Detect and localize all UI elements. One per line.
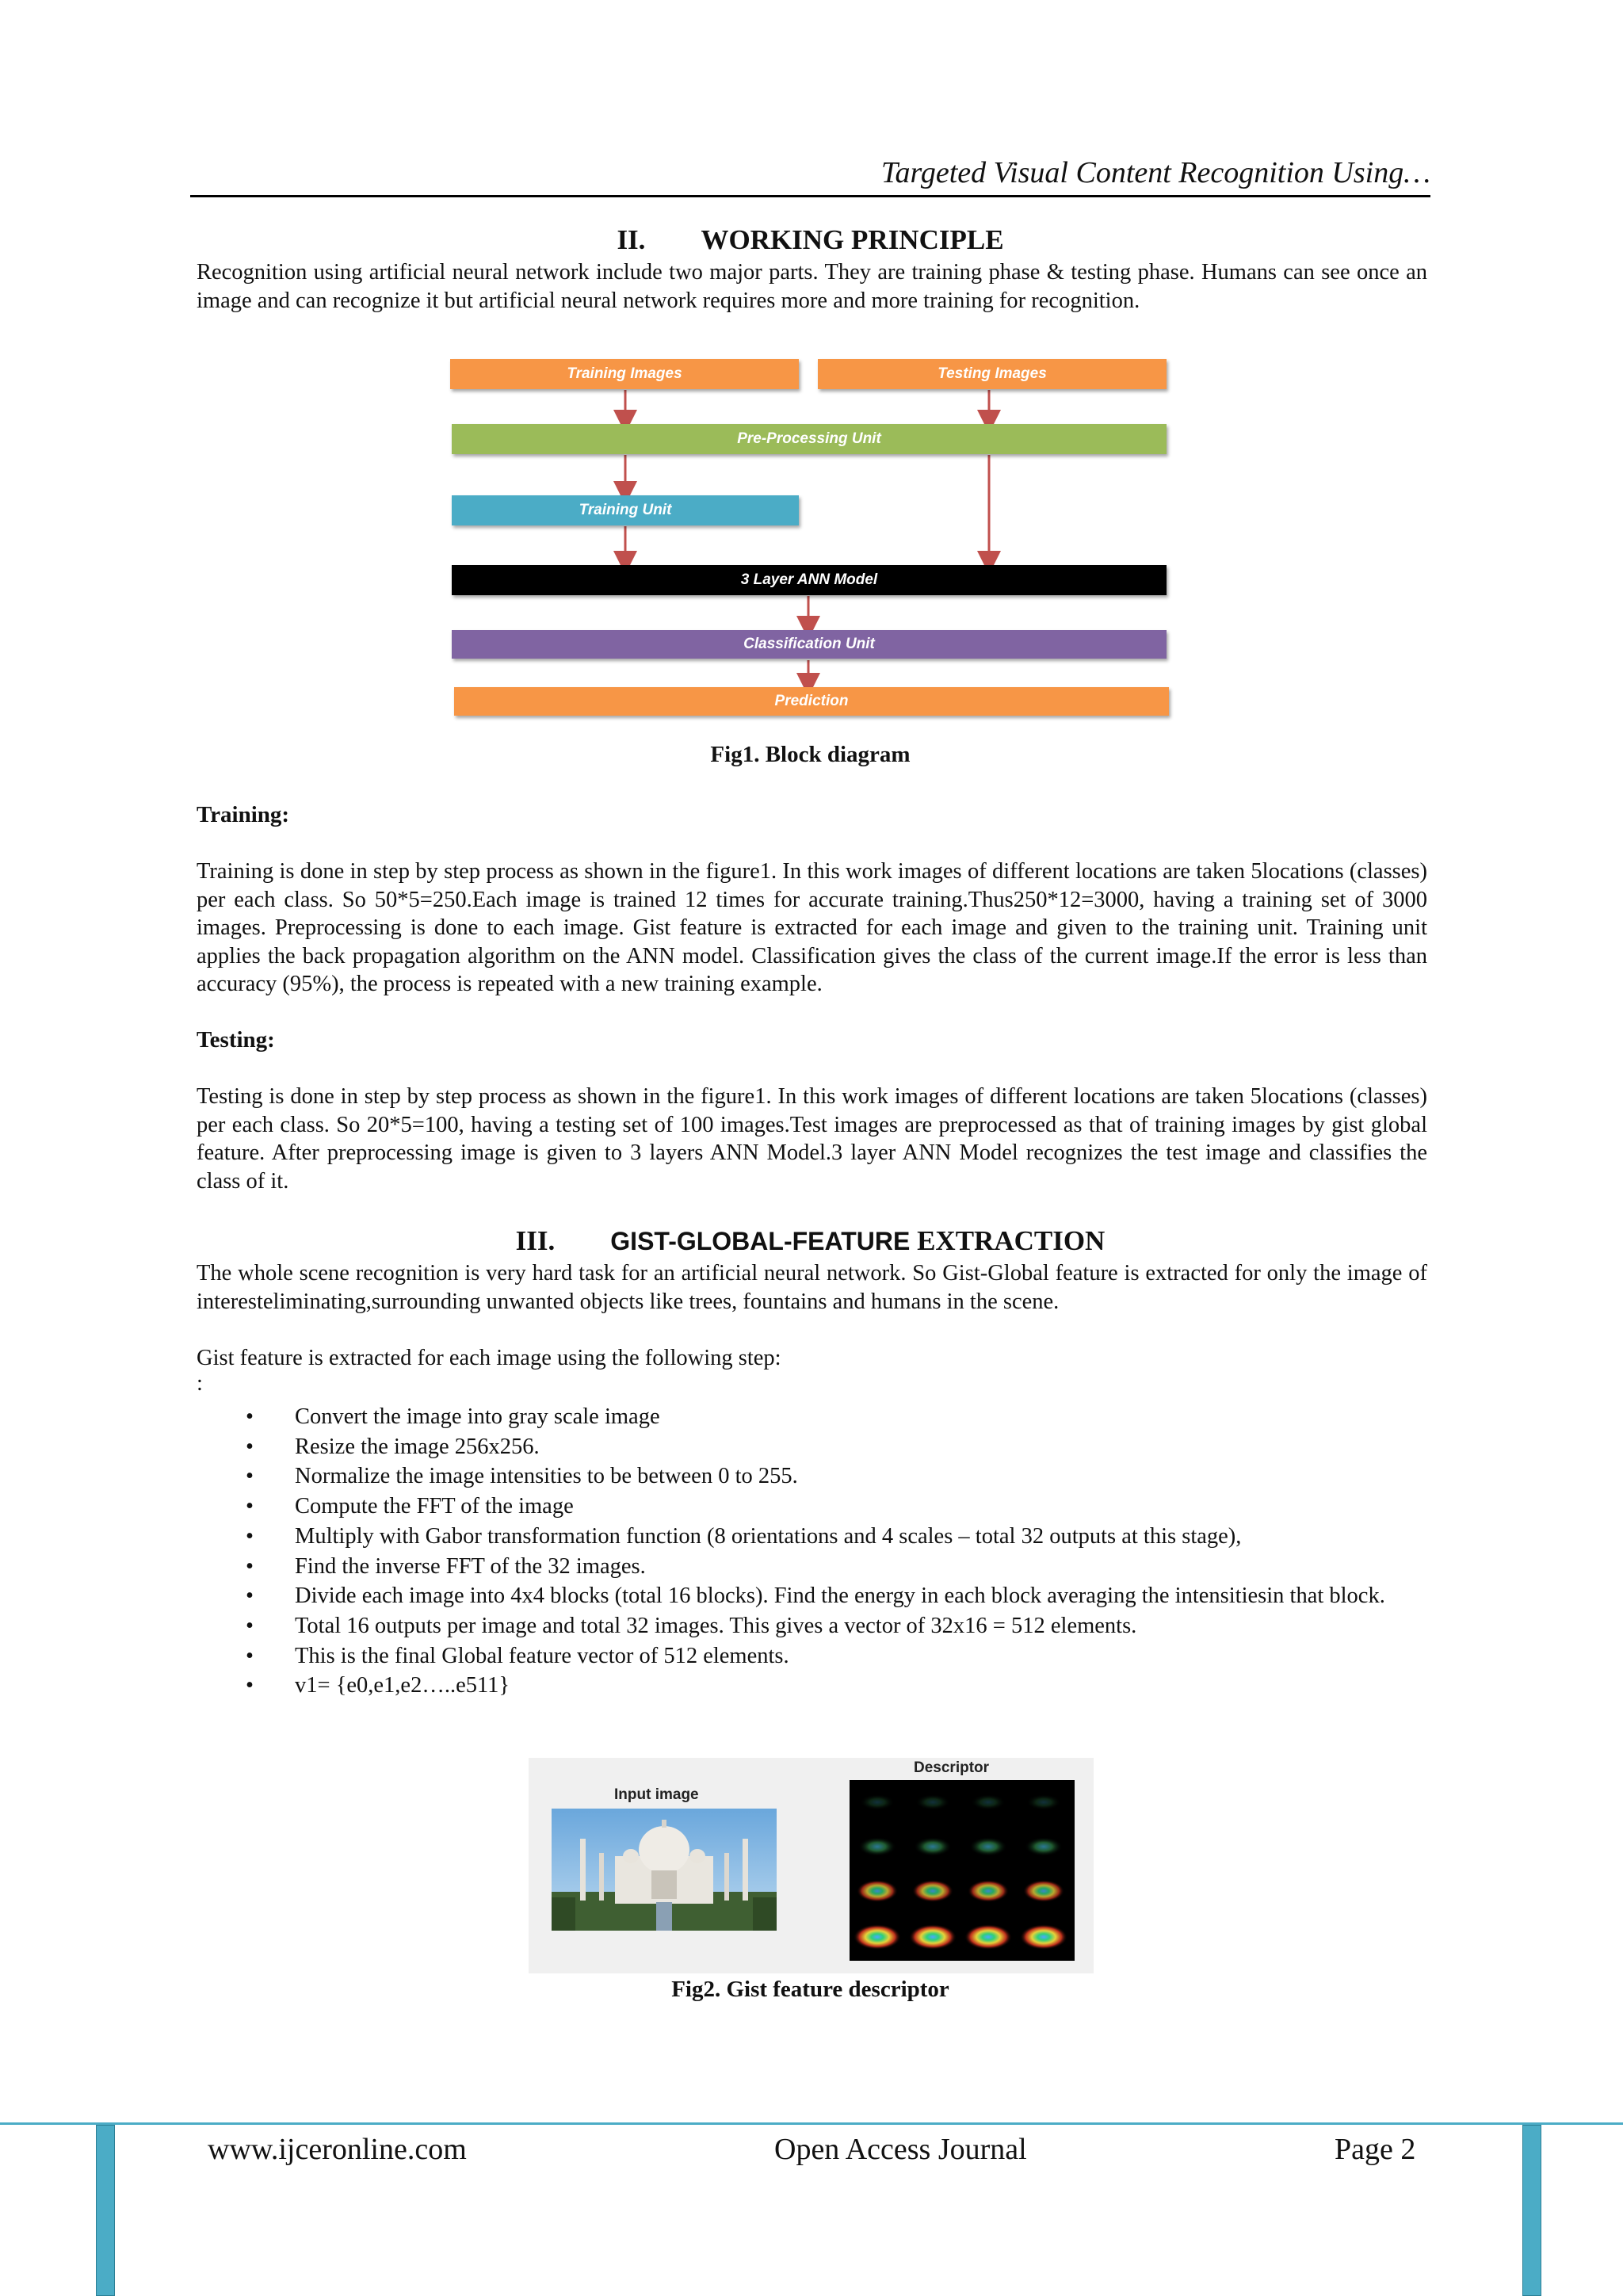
bullet: • <box>246 1523 254 1549</box>
steps-colon: : <box>197 1371 203 1396</box>
figure-2-gist-descriptor <box>529 1758 1094 1973</box>
bullet: • <box>246 1434 254 1459</box>
footer-journal: Open Access Journal <box>774 2133 1027 2166</box>
bullet: • <box>246 1553 254 1579</box>
list-item: • v1= {e0,e1,e2…..e511} <box>246 1671 1427 1701</box>
box-prediction: Prediction <box>454 687 1169 716</box>
box-testing-images: Testing Images <box>818 359 1167 389</box>
testing-heading: Testing: <box>197 1027 275 1052</box>
figure-2-caption: Fig2. Gist feature descriptor <box>671 1977 949 2002</box>
footer-website: www.ijceronline.com <box>208 2133 467 2166</box>
input-image-label: Input image <box>614 1786 699 1803</box>
section-3-heading-part1: GIST-GLOBAL-FEATURE <box>610 1227 911 1255</box>
list-item: • Convert the image into gray scale image <box>246 1402 1427 1432</box>
section-3-intro: The whole scene recognition is very hard task for an artificial neural network. So Gist-Global feature is extracted for only the image of interesteliminating,surrounding unwanted objects like trees, fountains and humans in the scene. <box>197 1261 1427 1314</box>
footer-rule <box>0 2122 1623 2125</box>
figure-1-block-diagram <box>444 349 1181 721</box>
training-paragraph: Training is done in step by step process as shown in the figure1. In this work images of different locations are taken 5locations (classes) per each class. So 50*5=250.Each image is trained 12 times for accurate training.Thus250*12=3000, having a training set of 3000 images. Preprocessing is done to each image. Gist feature is extracted for each image and given to the training unit. Training unit applies the back propagation algorithm on the ANN model. Classification gives the class of the current image.If the error is less than accuracy (95%), the process is repeated with a new training example. <box>197 859 1427 996</box>
list-item: • Divide each image into 4x4 blocks (total 16 blocks). Find the energy in each block averaging the intensitiesin that block. <box>246 1581 1427 1611</box>
section-2-title <box>190 224 1430 256</box>
box-ann-model: 3 Layer ANN Model <box>452 565 1167 595</box>
bullet: • <box>246 1464 254 1489</box>
gist-steps-list <box>246 1402 1427 1701</box>
section-3-title <box>190 1225 1430 1257</box>
section-2-number: II. <box>617 224 646 255</box>
input-image-photo <box>552 1809 777 1931</box>
running-head: Targeted Visual Content Recognition Using… <box>190 151 1430 197</box>
bullet: • <box>246 1613 254 1638</box>
section-3-heading-part2: EXTRACTION <box>917 1225 1106 1256</box>
list-item: • Normalize the image intensities to be between 0 to 255. <box>246 1461 1427 1492</box>
diagram-arrows <box>444 349 1181 721</box>
steps-intro: Gist feature is extracted for each image using the following step: <box>197 1346 781 1370</box>
footer-left-bar <box>96 2125 115 2296</box>
bullet: • <box>246 1584 254 1609</box>
bullet: • <box>246 1643 254 1668</box>
list-item: • This is the final Global feature vector of 512 elements. <box>246 1641 1427 1671</box>
footer-right-bar <box>1522 2125 1541 2296</box>
footer-page-number: Page 2 <box>1335 2133 1416 2166</box>
list-item: • Resize the image 256x256. <box>246 1432 1427 1462</box>
section-2-intro: Recognition using artificial neural network include two major parts. They are training phase & testing phase. Humans can see once an image and can recognize it but artificial neural network requires more and more training for recognition. <box>197 260 1427 313</box>
figure-1-caption: Fig1. Block diagram <box>710 742 911 767</box>
descriptor-image <box>850 1780 1075 1961</box>
list-item: • Multiply with Gabor transformation function (8 orientations and 4 scales – total 32 outputs at this stage), <box>246 1522 1427 1552</box>
list-item: • Find the inverse FFT of the 32 images. <box>246 1552 1427 1582</box>
box-training-unit: Training Unit <box>452 495 799 525</box>
bullet: • <box>246 1404 254 1429</box>
box-classification-unit: Classification Unit <box>452 630 1167 659</box>
training-heading: Training: <box>197 802 290 827</box>
descriptor-label: Descriptor <box>914 1759 990 1776</box>
box-preprocessing-unit: Pre-Processing Unit <box>452 424 1167 454</box>
section-2-heading: WORKING PRINCIPLE <box>701 224 1004 255</box>
box-training-images: Training Images <box>450 359 799 389</box>
list-item: • Total 16 outputs per image and total 32 images. This gives a vector of 32x16 = 512 elements. <box>246 1611 1427 1641</box>
testing-paragraph: Testing is done in step by step process as shown in the figure1. In this work images of different locations are taken 5locations (classes) per each class. So 20*5=100, having a testing set of 100 images.Test images are preprocessed as that of training images by gist global feature. After preprocessing image is given to 3 layers ANN Model.3 layer ANN Model recognizes the test image and classifies the class of it. <box>197 1084 1427 1194</box>
list-item: • Compute the FFT of the image <box>246 1492 1427 1522</box>
bullet: • <box>246 1494 254 1519</box>
bullet: • <box>246 1673 254 1698</box>
section-3-number: III. <box>515 1225 556 1256</box>
